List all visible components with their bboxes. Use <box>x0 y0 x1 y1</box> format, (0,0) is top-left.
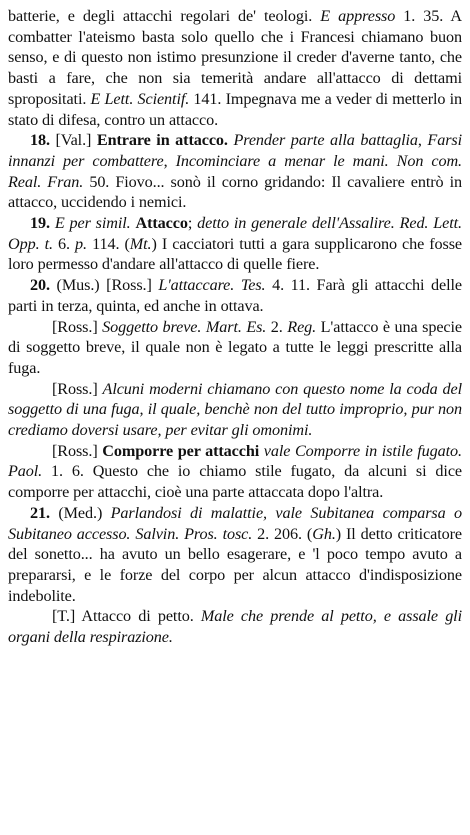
headword-phrase: Attacco <box>135 214 188 233</box>
text-run: 2. 206. ( <box>252 524 313 543</box>
sense-number: 21. <box>30 503 50 522</box>
definition: Male che prende al petto, e assale gli organi della respirazione. <box>8 607 462 647</box>
sense-21-sub-1 <box>8 606 462 647</box>
definition: vale Comporre in istile fugato. Paol. <box>8 441 462 481</box>
sense-20-sub-2 <box>8 379 462 441</box>
text-run: ) Il detto criticatore del sonetto... ha avuto un bello esagerare, e 'l poco tempo avuto a prepararsi, e le forze del corpo per alcun attacco d'indisposizione indebolite. <box>8 524 462 605</box>
sense-19-paragraph <box>8 213 462 275</box>
text-run: [Ross.] <box>52 379 103 398</box>
text-run: (Mus.) [Ross.] <box>49 276 159 295</box>
definition: L'attaccare. Tes. <box>158 276 266 295</box>
definition: Alcuni moderni chiamano con questo nome la coda del soggetto di una fuga, il quale, benchè non del tutto improprio, pur non crediamo doversi usare, per evitar gli omonimi. <box>8 379 462 440</box>
sense-20-paragraph <box>8 275 462 316</box>
entry-continuation-paragraph <box>8 6 462 130</box>
text-run: 4. 11. Farà gli attacchi delle parti in terza, quinta, ed anche in ottava. <box>8 276 462 315</box>
definition: detto in generale dell'Assalire. Red. Lett. Opp. t. <box>8 214 462 253</box>
text-run: [Ross.] <box>52 317 103 336</box>
text-run: 114. ( <box>87 234 130 253</box>
sense-21-paragraph <box>8 503 462 607</box>
text-run: 1. 35. A combatter l'ateismo basta solo quello che i Francesi chiamano buon senso, e di questo non istimo presunzione il creder d'averne tanto, che basti a fare, che non sia temerità andare all'attacco di dettami spropositati. <box>8 7 463 108</box>
citation: E appresso <box>320 7 396 25</box>
sense-number: 18. <box>30 131 50 150</box>
text-run: ; <box>187 214 198 233</box>
text-run: L'attacco è una specie di soggetto breve, il quale non è legato a tutte le leggi prescritte alla fuga. <box>8 317 462 377</box>
definition: Parlandosi di malattie, vale Subitanea comparsa o Subitaneo accesso. Salvin. Pros. tosc. <box>8 503 463 543</box>
text-run: , <box>163 151 176 170</box>
citation: Reg. <box>287 317 317 336</box>
text-run: 2. <box>266 317 288 336</box>
text-run: batterie, e degli attacchi regolari de' teologi. <box>8 7 321 25</box>
text-run: 141. Impegnava me a veder di metterlo in stato di difesa, contro un attacco. <box>8 89 462 129</box>
headword-phrase: Comporre per attacchi <box>102 441 260 460</box>
headword-phrase: Entrare in attacco. <box>96 131 228 150</box>
sense-20-sub-1 <box>8 317 462 379</box>
text-run: [Ross.] <box>52 441 103 460</box>
sense-20-sub-3 <box>8 441 462 503</box>
citation: E Lett. Scientif. <box>90 89 190 108</box>
text-run: 50. Fiovo... sonò il corno gridando: Il cavaliere entrò in attacco, uccidendo i nemici. <box>8 172 462 212</box>
text-run: [T.] Attacco di petto. <box>52 607 201 626</box>
text-run: [Val.] <box>49 131 97 150</box>
definition: Incominciare a menar le mani. Non com. Real. Fran. <box>8 151 462 191</box>
definition: Soggetto breve. Mart. Es. <box>102 317 267 336</box>
sense-number: 19. <box>30 214 50 233</box>
definition: Farsi innanzi per combattere <box>8 131 463 170</box>
sense-18-paragraph <box>8 130 462 213</box>
definition: Prender parte alla battaglia <box>233 131 418 150</box>
text-run: , <box>417 131 428 150</box>
definition: E per simil. <box>54 214 131 233</box>
text-run: ) I cacciatori tutti a gara supplicarono che fosse loro permesso d'andare all'attacco di quelle fiere. <box>8 234 463 274</box>
citation: p. <box>75 234 87 253</box>
text-run: (Med.) <box>49 503 111 522</box>
text-run: 1. 6. Questo che io chiamo stile fugato, da alcuni si dice comporre per attacchi, cioè una parte attaccata dopo l'altra. <box>8 462 462 502</box>
text-run: 6. <box>52 234 76 253</box>
citation: Gh. <box>312 524 336 543</box>
sense-number: 20. <box>30 276 50 295</box>
citation: Mt. <box>129 234 152 253</box>
